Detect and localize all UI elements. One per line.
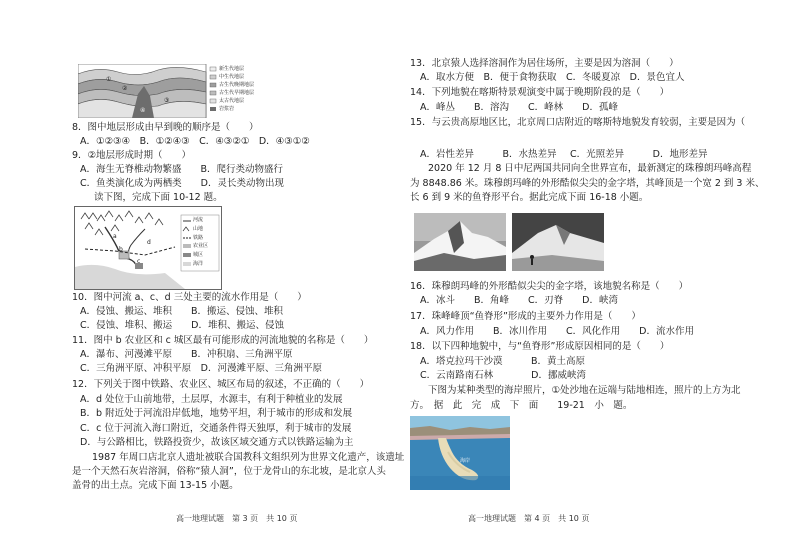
q13-stem: 13．北京猿人选择溶洞作为居住场所，主要是因为溶洞（ ） bbox=[410, 58, 679, 69]
right-page-footer: 高一地理试题 第 4 页 共 10 页 bbox=[468, 514, 590, 523]
strata-legend-2: 中生代地层 bbox=[219, 74, 245, 80]
q11-options-ab: A．瀑布、河漫滩平原 B．冲积扇、三角洲平原 bbox=[80, 349, 293, 360]
q15-options-ab: A．岩性差异 B．水热差异 bbox=[420, 149, 557, 160]
coast-photo-label: 海岸 bbox=[460, 458, 471, 464]
q9-options-cd: C．鱼类演化成为两栖类 D．灵长类动物出现 bbox=[80, 178, 284, 189]
q18-options-ab: A．塔克拉玛干沙漠 B．黄土高原 bbox=[420, 356, 586, 367]
q14-options: A．峰丛 B．溶沟 C．峰林 D．孤峰 bbox=[420, 102, 618, 113]
svg-text:①: ① bbox=[106, 76, 112, 83]
map-label-b: b bbox=[119, 246, 123, 253]
q18-stem: 18．以下四种地貌中，与“鱼脊形”形成原因相同的是（ ） bbox=[410, 341, 670, 352]
intro-13-15-line2: 是一个天然石灰岩溶洞，俗称“猿人洞”，位于龙骨山的东北坡，是北京人头 bbox=[72, 466, 386, 477]
svg-text:②: ② bbox=[122, 85, 128, 92]
intro-13-15-line3: 盖骨的出土点。完成下面 13-15 小题。 bbox=[72, 480, 239, 491]
q15-options-cd: C．光照差异 D．地形差异 bbox=[570, 149, 708, 160]
q9-options-ab: A．海生无脊椎动物繁盛 B．爬行类动物盛行 bbox=[80, 164, 284, 175]
river-map-figure bbox=[74, 206, 222, 290]
map-legend-1: 河流 bbox=[193, 217, 204, 223]
strata-legend-3: 古生代晚期地层 bbox=[219, 82, 255, 88]
q11-options-cd: C．三角洲平原、冲积平原 D．河漫滩平原、三角洲平原 bbox=[80, 363, 322, 374]
intro-19-21-line2: 方。 据 此 完 成 下 面 19-21 小 题。 bbox=[410, 400, 633, 411]
q13-options: A．取水方便 B．便于食物获取 C．冬暖夏凉 D．景色宜人 bbox=[420, 72, 685, 83]
left-page-footer: 高一地理试题 第 3 页 共 10 页 bbox=[176, 514, 298, 523]
everest-photo-2 bbox=[512, 213, 604, 271]
q12-option-b: B．b 附近处于河流沿岸低地，地势平坦，利于城市的形成和发展 bbox=[80, 408, 353, 419]
map-legend-2: 山地 bbox=[193, 226, 204, 232]
q10-options-cd: C．侵蚀、堆积、搬运 D．堆积、搬运、侵蚀 bbox=[80, 320, 284, 331]
strata-legend-6: 岩浆岩 bbox=[219, 106, 235, 112]
q12-option-a: A．d 处位于山前地带，土层厚，水源丰，有利于种植业的发展 bbox=[80, 394, 343, 405]
q11-stem: 11．图中 b 农业区和 c 城区最有可能形成的河流地貌的名称是（ ） bbox=[72, 335, 374, 346]
intro-19-21-line1: 下图为某种类型的海岸照片，①处沙地在远端与陆地相连，照片的上方为北 bbox=[428, 385, 741, 396]
strata-legend-4: 古生代早期地层 bbox=[219, 90, 255, 96]
intro-16-18-line2: 为 8848.86 米。珠穆朗玛峰的外形酷似尖尖的金字塔，其峰顶是一个宽 2 到 3 米、 bbox=[410, 178, 765, 189]
q16-stem: 16．珠穆朗玛峰的外形酷似尖尖的金字塔，该地貌名称是（ ） bbox=[410, 281, 689, 292]
svg-text:④: ④ bbox=[140, 107, 146, 114]
map-label-c: c bbox=[137, 258, 141, 265]
q10-options-ab: A．侵蚀、搬运、堆积 B．搬运、侵蚀、堆积 bbox=[80, 306, 284, 317]
strata-legend-1: 新生代地层 bbox=[219, 66, 245, 72]
q12-stem: 12．下列关于图中铁路、农业区、城区布局的叙述，不正确的（ ） bbox=[72, 379, 370, 390]
q9-stem: 9．②地层形成时期（ ） bbox=[72, 150, 192, 161]
everest-photo-1 bbox=[414, 213, 506, 271]
map-label-a: a bbox=[113, 233, 117, 240]
q12-option-d: D．与公路相比，铁路投资少，故该区域交通方式以铁路运输为主 bbox=[80, 437, 354, 448]
q14-stem: 14．下列地貌在喀斯特景观演变中属于晚期阶段的是（ ） bbox=[410, 87, 670, 98]
coast-photo bbox=[410, 416, 510, 490]
q10-stem: 10．图中河流 a、c、d 三处主要的流水作用是（ ） bbox=[72, 292, 307, 303]
q16-options: A．冰斗 B．角峰 C．刃脊 D．峡湾 bbox=[420, 295, 618, 306]
intro-16-18-line3: 长 6 到 9 米的鱼脊形平台。据此完成下面 16-18 小题。 bbox=[410, 192, 649, 203]
map-legend-3: 铁路 bbox=[193, 235, 204, 241]
q15-stem: 15．与云贵高原地区比，北京周口店附近的喀斯特地貌发育较弱，主要是因为（ bbox=[410, 117, 746, 128]
q18-options-cd: C．云南路南石林 D．挪威峡湾 bbox=[420, 370, 586, 381]
q12-option-c: C．c 位于河流入海口附近，交通条件得天独厚，利于城市的发展 bbox=[80, 423, 352, 434]
intro-10-12: 读下图，完成下面 10-12 题。 bbox=[94, 192, 223, 203]
q8-options: A．①②③④ B．①②④③ C．④③②① D．④③①② bbox=[80, 136, 310, 147]
q17-options: A．风力作用 B．冰川作用 C．风化作用 D．流水作用 bbox=[420, 326, 694, 337]
map-label-d: d bbox=[147, 239, 151, 246]
q8-stem: 8．图中地层形成由早到晚的顺序是（ ） bbox=[72, 122, 259, 133]
strata-legend-5: 太古代地层 bbox=[219, 98, 245, 104]
q17-stem: 17．珠峰峰顶“鱼脊形”形成的主要外力作用是（ ） bbox=[410, 311, 641, 322]
map-legend-5: 城区 bbox=[193, 252, 204, 258]
svg-text:③: ③ bbox=[164, 97, 170, 104]
map-legend-6: 海洋 bbox=[193, 261, 204, 267]
intro-16-18-line1: 2020 年 12 月 8 日中尼两国共同向全世界宣布，最新测定的珠穆朗玛峰高程 bbox=[428, 163, 752, 174]
strata-figure bbox=[78, 64, 266, 118]
map-legend-4: 农业区 bbox=[193, 243, 209, 249]
intro-13-15-line1: 1987 年周口店北京人遗址被联合国教科文组织列为世界文化遗产，该遗址 bbox=[92, 452, 405, 463]
